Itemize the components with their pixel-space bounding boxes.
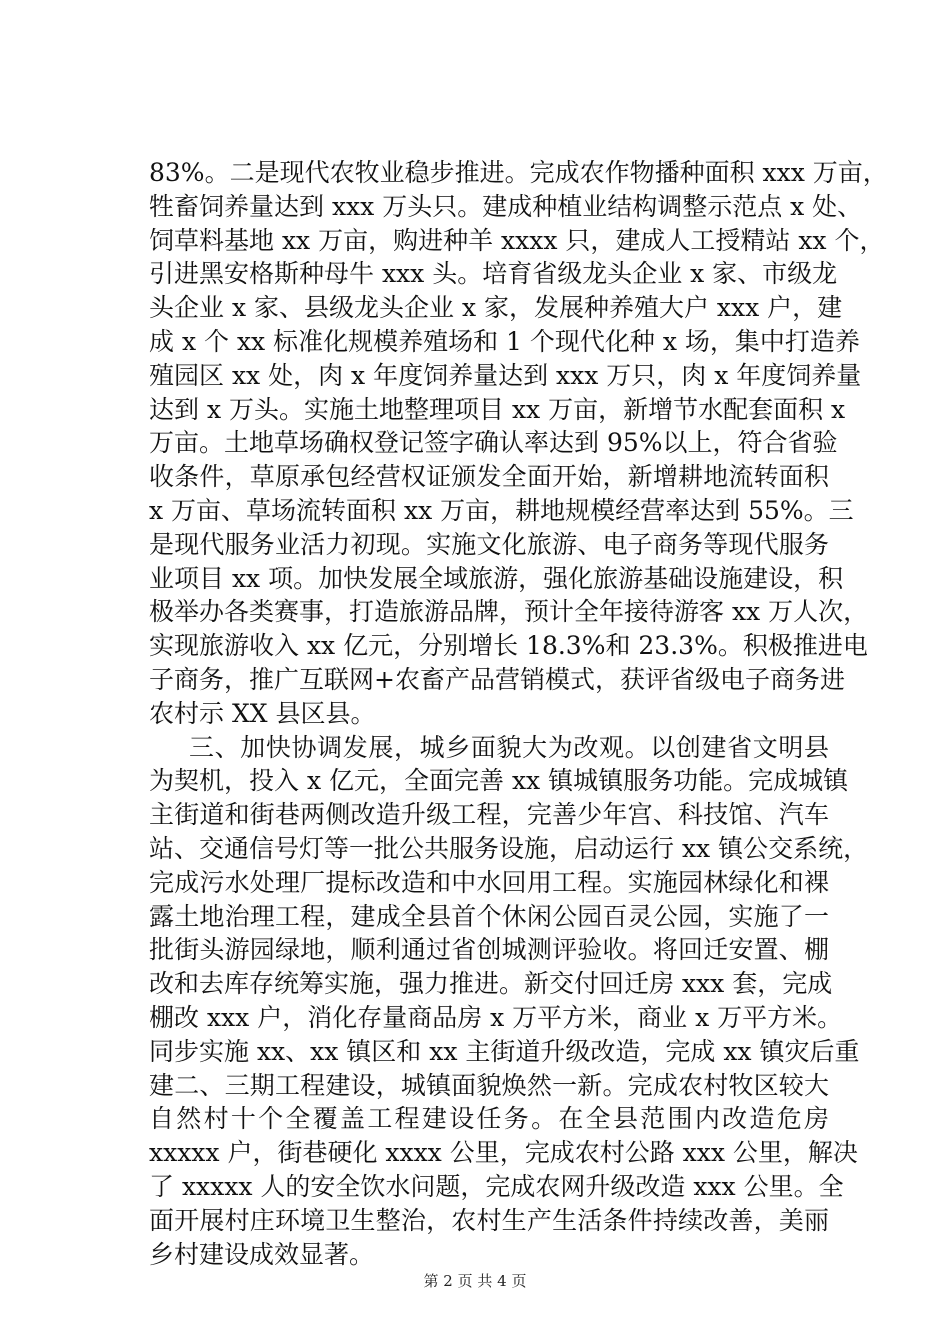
- text-line: 同步实施 xx、xx 镇区和 xx 主街道升级改造，完成 xx 镇灾后重: [149, 1036, 860, 1066]
- text-line: 业项目 xx 项。加快发展全域旅游，强化旅游基础设施建设，积: [149, 563, 844, 593]
- text-line: 面开展村庄环境卫生整治，农村生产生活条件持续改善，美丽: [149, 1205, 829, 1235]
- text-line: 完成污水处理厂提标改造和中水回用工程。实施园林绿化和裸: [149, 867, 829, 897]
- text-line: 是现代服务业活力初现。实施文化旅游、电子商务等现代服务: [149, 529, 829, 559]
- paragraph-start-line: 三、加快协调发展，城乡面貌大为改观。以创建省文明县: [189, 732, 829, 762]
- text-line: 为契机，投入 x 亿元，全面完善 xx 镇城镇服务功能。完成城镇: [149, 766, 849, 796]
- text-line: 自然村十个全覆盖工程建设任务。在全县范围内改造危房: [149, 1104, 829, 1134]
- text-line: 收条件，草原承包经营权证颁发全面开始，新增耕地流转面积: [149, 462, 829, 492]
- text-line: 棚改 xxx 户，消化存量商品房 x 万平方米，商业 x 万平方米。: [149, 1002, 843, 1032]
- text-line: 引进黑安格斯种母牛 xxx 头。培育省级龙头企业 x 家、市级龙: [149, 259, 838, 289]
- text-line: 子商务，推广互联网+农畜产品营销模式，获评省级电子商务进: [149, 664, 845, 694]
- body-text: [149, 156, 888, 1271]
- text-line: 饲草料基地 xx 万亩，购进种羊 xxxx 只，建成人工授精站 xx 个，: [149, 225, 885, 255]
- text-line: 批街头游园绿地，顺利通过省创城测评验收。将回迁安置、棚: [149, 935, 829, 965]
- page-footer: 第 2 页 共 4 页: [423, 1272, 527, 1290]
- paragraph-end-line: 乡村建设成效显著。: [149, 1239, 375, 1269]
- text-line: 成 x 个 xx 标准化规模养殖场和 1 个现代化种 x 场，集中打造养: [149, 326, 860, 356]
- text-line: x 万亩、草场流转面积 xx 万亩，耕地规模经营率达到 55%。三: [149, 495, 854, 525]
- text-line: 头企业 x 家、县级龙头企业 x 家，发展种养殖大户 xxx 户，建: [149, 293, 843, 323]
- text-line: 万亩。土地草场确权登记签字确认率达到 95%以上，符合省验: [149, 428, 838, 458]
- text-line: 了 xxxxx 人的安全饮水问题，完成农网升级改造 xxx 公里。全: [149, 1171, 844, 1201]
- text-line: 站、交通信号灯等一批公共服务设施，启动运行 xx 镇公交系统，: [149, 833, 869, 863]
- text-line: 主街道和街巷两侧改造升级工程，完善少年宫、科技馆、汽车: [149, 800, 829, 830]
- text-line: 改和去库存统筹实施，强力推进。新交付回迁房 xxx 套，完成: [149, 969, 833, 999]
- text-line: 达到 x 万头。实施土地整理项目 xx 万亩，新增节水配套面积 x: [149, 394, 846, 424]
- text-line: 83%。二是现代农牧业稳步推进。完成农作物播种面积 xxx 万亩，: [149, 158, 888, 187]
- text-line: 牲畜饲养量达到 xxx 万头只。建成种植业结构调整示范点 x 处、: [149, 191, 863, 221]
- text-line: 极举办各类赛事，打造旅游品牌，预计全年接待游客 xx 万人次，: [149, 597, 869, 627]
- paragraph-end-line: 农村示 XX 县区县。: [149, 698, 376, 728]
- text-line: 实现旅游收入 xx 亿元，分别增长 18.3%和 23.3%。积极推进电: [149, 631, 868, 661]
- text-line: xxxxx 户，街巷硬化 xxxx 公里，完成农村公路 xxx 公里，解决: [149, 1138, 858, 1168]
- text-line: 露土地治理工程，建成全县首个休闲公园百灵公园，实施了一: [149, 901, 829, 931]
- text-line: 殖园区 xx 处，肉 x 年度饲养量达到 xxx 万只，肉 x 年度饲养量: [149, 360, 862, 390]
- text-line: 建二、三期工程建设，城镇面貌焕然一新。完成农村牧区较大: [149, 1070, 829, 1100]
